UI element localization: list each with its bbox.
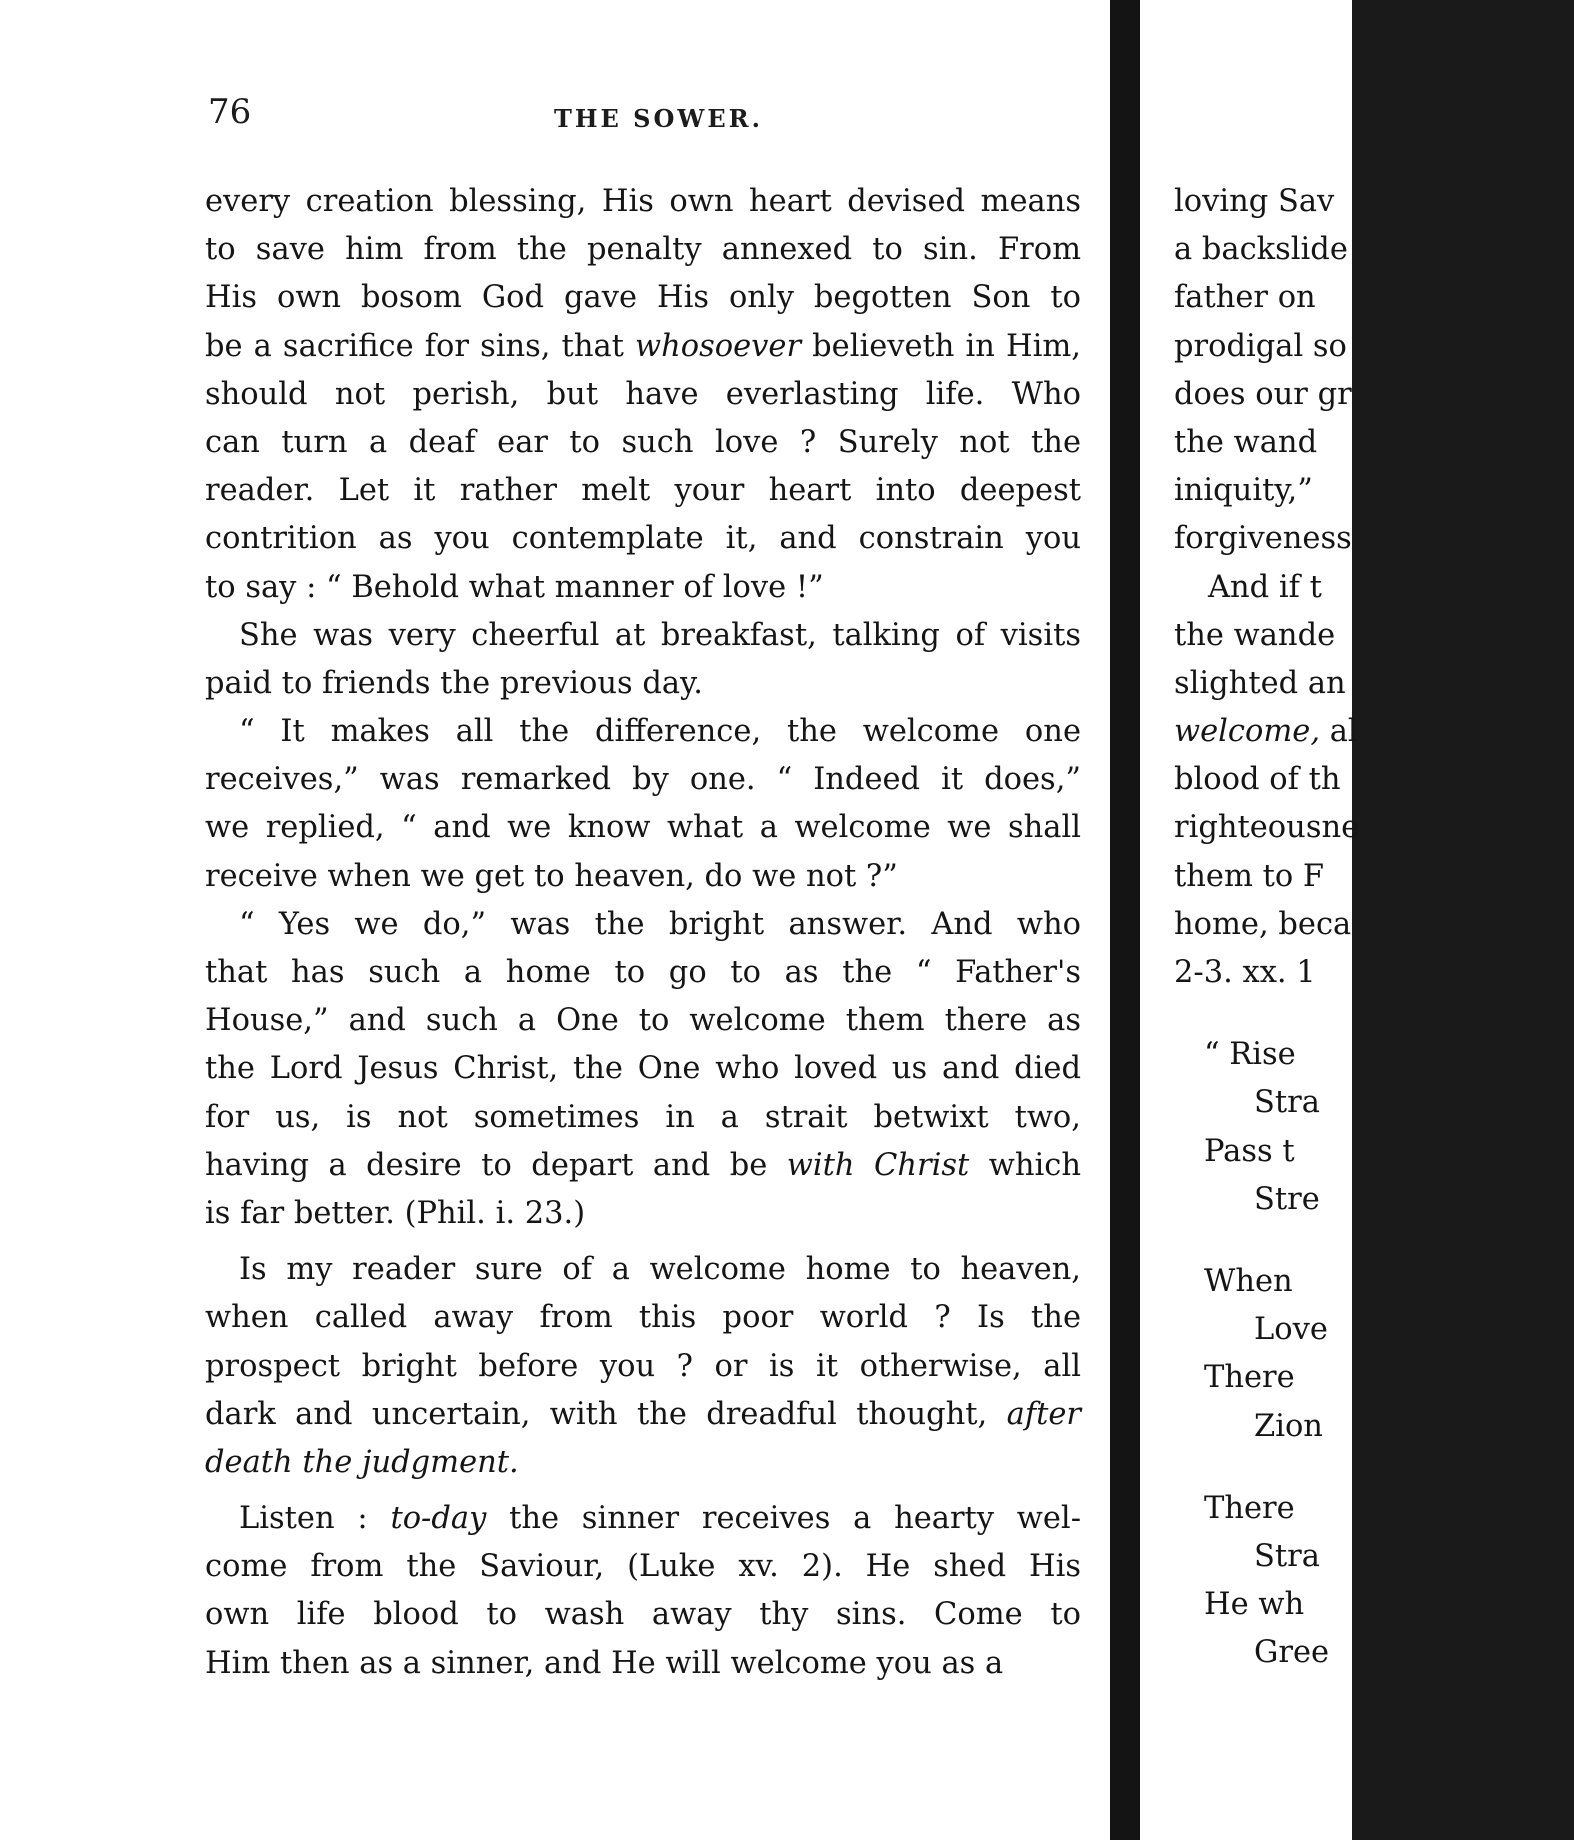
text-line: for us, is not sometimes in a strait betwixt two, xyxy=(205,1099,1081,1135)
book-gutter xyxy=(1110,0,1140,1840)
text-line: to say : “ Behold what manner of love !” xyxy=(205,569,824,605)
text-line: a backslide xyxy=(1174,232,1348,268)
text-line: when called away from this poor world ? Is the xyxy=(205,1300,1081,1336)
page-number: 76 xyxy=(208,92,252,132)
verse-line: Zion xyxy=(1254,1408,1323,1444)
text-line: righteousne xyxy=(1174,810,1360,846)
text-line: the wande xyxy=(1174,617,1336,653)
verse-line: Pass t xyxy=(1204,1133,1295,1169)
verse-line: “ Rise xyxy=(1204,1037,1296,1073)
text-line: home, beca xyxy=(1174,906,1352,942)
text-line: welcome, al xyxy=(1174,714,1358,750)
text-line: be a sacrifice for sins, that whosoever believeth in Him, xyxy=(205,328,1081,364)
text-line: the wand xyxy=(1174,424,1318,460)
verse-line: Stra xyxy=(1254,1085,1320,1121)
text-line: prospect bright before you ? or is it otherwise, all xyxy=(205,1348,1081,1384)
text-line: prodigal so xyxy=(1174,328,1347,364)
text-line: “ Yes we do,” was the bright answer. And who xyxy=(239,906,1081,942)
text-line: “ It makes all the difference, the welcome one xyxy=(239,714,1081,750)
verse-line: Stra xyxy=(1254,1538,1320,1574)
verse-line: When xyxy=(1204,1263,1293,1299)
text-line: reader. Let it rather melt your heart into deepest xyxy=(205,473,1081,509)
text-line: them to F xyxy=(1174,858,1325,894)
right-page-body xyxy=(1174,178,1574,1677)
text-line: His own bosom God gave His only begotten Son to xyxy=(205,280,1081,316)
verse-line: There xyxy=(1204,1490,1295,1526)
text-line: is far better. (Phil. i. 23.) xyxy=(205,1195,586,1231)
text-line: receives,” was remarked by one. “ Indeed it does,” xyxy=(205,762,1081,798)
text-line: death the judgment. xyxy=(205,1444,519,1480)
text-line: iniquity,” xyxy=(1174,473,1313,509)
text-line: Listen : to-day the sinner receives a hearty wel- xyxy=(239,1501,1081,1537)
text-line: blood of th xyxy=(1174,762,1341,798)
text-line: we replied, “ and we know what a welcome we shall xyxy=(205,810,1081,846)
text-line: Is my reader sure of a welcome home to heaven, xyxy=(239,1252,1081,1288)
text-line: receive when we get to heaven, do we not ?” xyxy=(205,858,898,894)
verse-line: Stre xyxy=(1254,1181,1320,1217)
text-line: father on xyxy=(1174,280,1316,316)
text-line: does our gr xyxy=(1174,376,1352,412)
text-line: She was very cheerful at breakfast, talking of visits xyxy=(239,617,1081,653)
text-line: 2-3. xx. 1 xyxy=(1174,955,1316,990)
text-line: come from the Saviour, (Luke xv. 2). He shed His xyxy=(205,1549,1081,1585)
running-head: THE SOWER. xyxy=(554,104,763,133)
verse-line: Love xyxy=(1254,1312,1328,1348)
verse-line: Gree xyxy=(1254,1635,1330,1671)
verse-line: There xyxy=(1204,1360,1295,1396)
left-page-body xyxy=(205,178,1081,1688)
text-line: that has such a home to go to as the “ Father's xyxy=(205,955,1081,990)
text-line: to save him from the penalty annexed to sin. From xyxy=(205,232,1081,268)
text-line: paid to friends the previous day. xyxy=(205,665,703,701)
text-line: having a desire to depart and be with Christ which xyxy=(205,1147,1081,1183)
text-line: House,” and such a One to welcome them there as xyxy=(205,1003,1081,1039)
text-line: can turn a deaf ear to such love ? Surely not the xyxy=(205,424,1081,460)
text-line: should not perish, but have everlasting life. Who xyxy=(205,376,1081,412)
text-line: the Lord Jesus Christ, the One who loved us and died xyxy=(205,1051,1081,1087)
text-line: loving Sav xyxy=(1174,184,1335,219)
verse-line: He wh xyxy=(1204,1587,1305,1623)
text-line: own life blood to wash away thy sins. Come to xyxy=(205,1597,1081,1633)
text-line: forgiveness xyxy=(1174,521,1352,557)
text-line: contrition as you contemplate it, and constrain you xyxy=(205,521,1081,557)
text-line: slighted an xyxy=(1174,665,1346,701)
text-line: And if t xyxy=(1208,569,1322,605)
text-line: Him then as a sinner, and He will welcome you as a xyxy=(205,1645,1004,1681)
text-line: dark and uncertain, with the dreadful thought, after xyxy=(205,1396,1081,1432)
text-line: every creation blessing, His own heart devised means xyxy=(205,184,1081,219)
right-page xyxy=(1140,0,1360,1840)
